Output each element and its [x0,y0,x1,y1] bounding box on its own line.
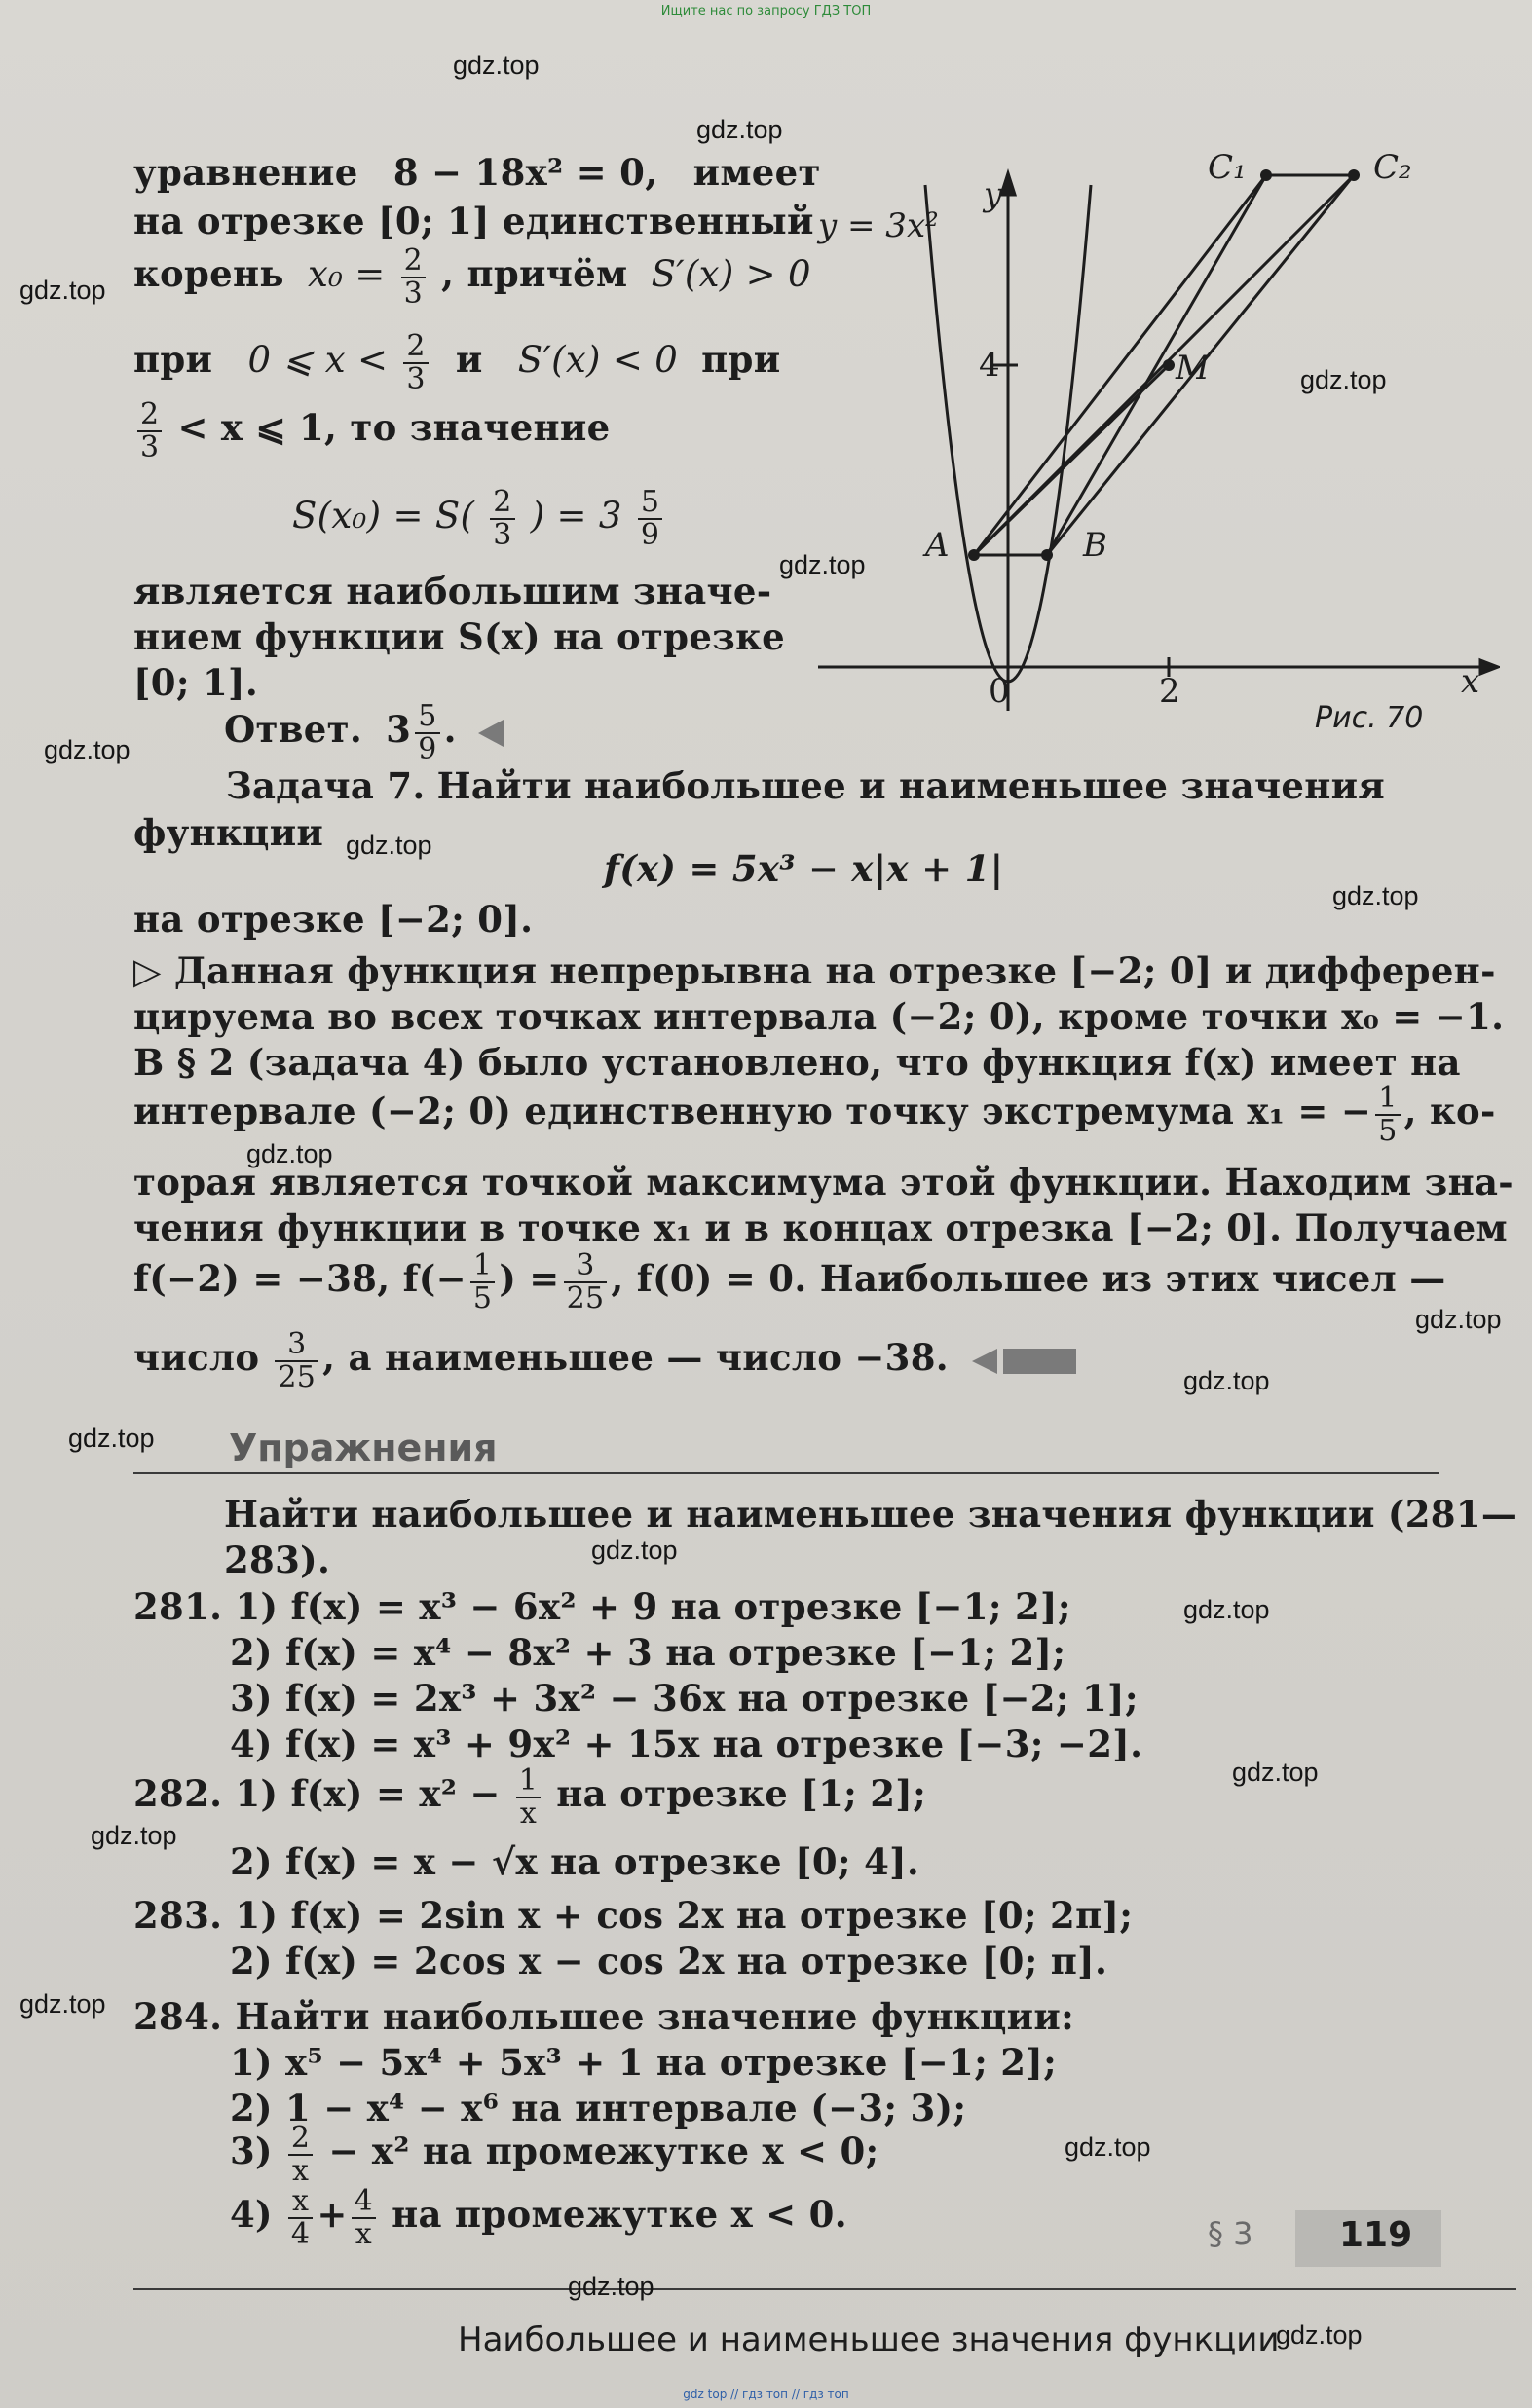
text: , а наименьшее — число −38. [322,1336,949,1379]
task-title: Задача 7. [226,764,426,807]
solution-line-7 [133,1250,1446,1314]
text: , f(0) = 0. Наибольшее из этих чисел — [611,1257,1446,1300]
text: + [317,2193,348,2236]
task7-line-2: функции [133,811,324,854]
exercise-283-2: 2) f(x) = 2cos x − cos 2x на отрезке [0; π]. [230,1940,1108,1982]
point-a [968,549,980,561]
watermark: gdz.top [568,2272,654,2301]
watermark: gdz.top [591,1536,678,1565]
exercise-283-1: 283. 1) f(x) = 2sin x + cos 2x на отрезке [0; 2π]; [133,1894,1134,1937]
text: , ко- [1403,1090,1496,1132]
end-of-solution-icon [478,720,504,747]
exercises-intro-2: 283). [224,1538,331,1581]
point-a-label: A [925,526,950,565]
fraction: $\frac{x}{4}$ [288,2186,313,2249]
end-of-solution-icon [972,1347,1079,1376]
tick-label-4: 4 [979,346,1000,385]
watermark: gdz.top [346,831,432,860]
intro-line-6 [292,487,666,550]
task7-heading [226,764,1385,807]
origin-label: 0 [989,672,1010,711]
bottom-banner[interactable]: gdz top // гдз топ // гдз топ [683,2388,849,2401]
solution-line-1: ▷ Данная функция непрерывна на отрезке [−2; 0] и дифферен- [133,949,1496,992]
text: число [133,1336,260,1379]
text: . [443,708,457,751]
fraction: $\frac{5}{9}$ [638,487,662,550]
solution-line-3: В § 2 (задача 4) было установлено, что функция f(x) имеет на [133,1041,1461,1084]
text: и [455,338,483,381]
section-number: § 3 [1208,2215,1253,2252]
exercise-281-1: 281. 1) f(x) = x³ − 6x² + 9 на отрезке [−1; 2]; [133,1585,1071,1628]
point-m [1163,359,1175,371]
y-axis-arrow [1001,173,1015,195]
exercise-281-4: 4) f(x) = x³ + 9x² + 15x на отрезке [−3; −2]. [230,1723,1143,1765]
task7-line-3: на отрезке [−2; 0]. [133,898,534,941]
watermark: gdz.top [91,1821,177,1850]
exercise-282-1 [133,1765,926,1829]
answer-label: Ответ. [224,708,363,751]
intro-line-2: на отрезке [0; 1] единственный [133,200,814,242]
footer-divider [133,2288,1516,2290]
text: при [701,338,781,381]
intro-line-7: является наибольшим значе- [133,570,772,612]
solution-line-8 [133,1329,1079,1392]
text: корень [133,252,284,295]
text: ) = [499,1257,560,1300]
text: S(x₀) = S( [292,495,475,537]
text: на промежутке x < 0. [392,2193,847,2236]
point-b [1041,549,1053,561]
intro-line-5 [133,399,611,463]
watermark: gdz.top [1415,1305,1502,1334]
text: ) = 3 [530,495,622,537]
text: − x² на промежутке x < 0; [328,2130,879,2172]
fraction: $\frac{3}{25}$ [275,1329,318,1392]
point-b-label: B [1083,526,1107,565]
answer-line [224,701,504,764]
figure-caption: Рис. 70 [1315,701,1424,735]
point-c1-label: C₁ [1208,148,1247,187]
task-text: Найти наибольшее и наименьшее значения [436,764,1386,807]
text: < x ⩽ 1, то значение [177,406,611,449]
exercise-281-3: 3) f(x) = 2x³ + 3x² − 36x на отрезке [−2; 1]; [230,1677,1139,1720]
watermark: gdz.top [1232,1758,1319,1787]
solution-line-2: цируема во всех точках интервала (−2; 0), кроме точки x₀ = −1. [133,995,1505,1038]
text: 0 ⩽ x < [247,339,389,381]
text: , причём [441,252,628,295]
watermark: gdz.top [1065,2132,1151,2162]
y-axis-label: y [984,175,1003,214]
exercise-284-4: 4) $\frac{x}{4}$ + $\frac{4}{x}$ на промежутке x < 0. [230,2184,847,2251]
watermark: gdz.top [1300,365,1387,394]
running-head: Наибольшее и наименьшее значения функции [458,2320,1280,2359]
fraction: $\frac{2}{3}$ [401,245,426,309]
line-bc1 [1047,175,1266,555]
equation: 8 − 18x² = 0, [392,151,658,194]
top-banner[interactable]: Ищите нас по запросу ГДЗ ТОП [660,4,872,19]
watermark: gdz.top [246,1139,333,1168]
intro-line-4 [133,331,780,394]
text: 282. 1) f(x) = x² − [133,1772,501,1815]
solution-line-6: чения функции в точке x₁ и в концах отрезка [−2; 0]. Получаем [133,1206,1508,1249]
divider [133,1472,1439,1474]
fraction: $\frac{2}{3}$ [490,487,514,550]
text: уравнение [133,151,358,194]
intro-line-8: нием функции S(x) на отрезке [133,615,785,658]
page-number: 119 [1339,2215,1413,2255]
fraction: $\frac{1}{x}$ [516,1765,541,1829]
fraction: $\frac{1}{5}$ [1375,1083,1400,1146]
intro-line-1 [133,151,821,194]
watermark: gdz.top [44,735,131,764]
exercises-title: Упражнения [229,1426,498,1469]
exercise-284-1: 1) x⁵ − 5x⁴ + 5x³ + 1 на отрезке [−1; 2]; [230,2041,1058,2084]
point-c2 [1348,169,1360,181]
curve-label: y = 3x² [818,206,939,245]
fraction: $\frac{4}{x}$ [352,2186,376,2249]
text: x₀ = [307,253,386,295]
point-c2-label: C₂ [1373,148,1412,187]
fraction: $\frac{3}{25}$ [564,1250,608,1314]
text: при [133,338,213,381]
watermark: gdz.top [1276,2320,1363,2350]
exercises-intro-1: Найти наибольшее и наименьшее значения функции (281— [224,1493,1518,1536]
text: интервале (−2; 0) единственную точку экстремума x₁ = − [133,1090,1372,1132]
exercise-282-2: 2) f(x) = x − √x на отрезке [0; 4]. [230,1840,920,1883]
watermark: gdz.top [68,1424,155,1453]
exercise-284-2: 2) 1 − x⁴ − x⁶ на интервале (−3; 3); [230,2087,967,2130]
exercise-281-2: 2) f(x) = x⁴ − 8x² + 3 на отрезке [−1; 2]; [230,1631,1066,1674]
text: S′(x) > 0 [651,253,811,295]
fraction: $\frac{2}{3}$ [403,331,428,394]
solution-line-5: торая является точкой максимума этой функции. Находим зна- [133,1161,1513,1204]
exercise-284-title: 284. Найти наибольшее значение функции: [133,1995,1075,2038]
watermark: gdz.top [19,1989,106,2019]
point-c1 [1260,169,1272,181]
fraction: $\frac{2}{3}$ [137,399,162,463]
solution-line-4 [133,1083,1496,1146]
text: f(−2) = −38, f(− [133,1257,467,1300]
text: S′(x) < 0 [517,339,679,381]
watermark: gdz.top [1183,1366,1270,1395]
fraction: $\frac{2}{x}$ [288,2123,313,2186]
watermark: gdz.top [1332,881,1419,910]
text: на отрезке [1; 2]; [556,1772,927,1815]
intro-line-3 [133,245,811,309]
tick-label-2: 2 [1159,672,1180,711]
x-axis-label: x [1461,662,1480,701]
point-m-label: M [1176,349,1210,388]
x-axis-arrow [1480,660,1498,674]
text: имеет [692,151,821,194]
watermark: gdz.top [453,51,540,80]
fraction: $\frac{5}{9}$ [415,701,439,764]
watermark: gdz.top [1183,1595,1270,1624]
text: 3 [386,708,412,751]
intro-line-9: [0; 1]. [133,661,259,704]
watermark: gdz.top [779,550,866,579]
task7-formula: f(x) = 5x³ − x|x + 1| [604,847,1004,890]
watermark: gdz.top [19,276,106,305]
fraction: $\frac{1}{5}$ [470,1250,495,1314]
watermark: gdz.top [696,115,783,144]
exercise-284-3: 3) $\frac{2}{x}$ − x² на промежутке x < 0; [230,2121,879,2188]
